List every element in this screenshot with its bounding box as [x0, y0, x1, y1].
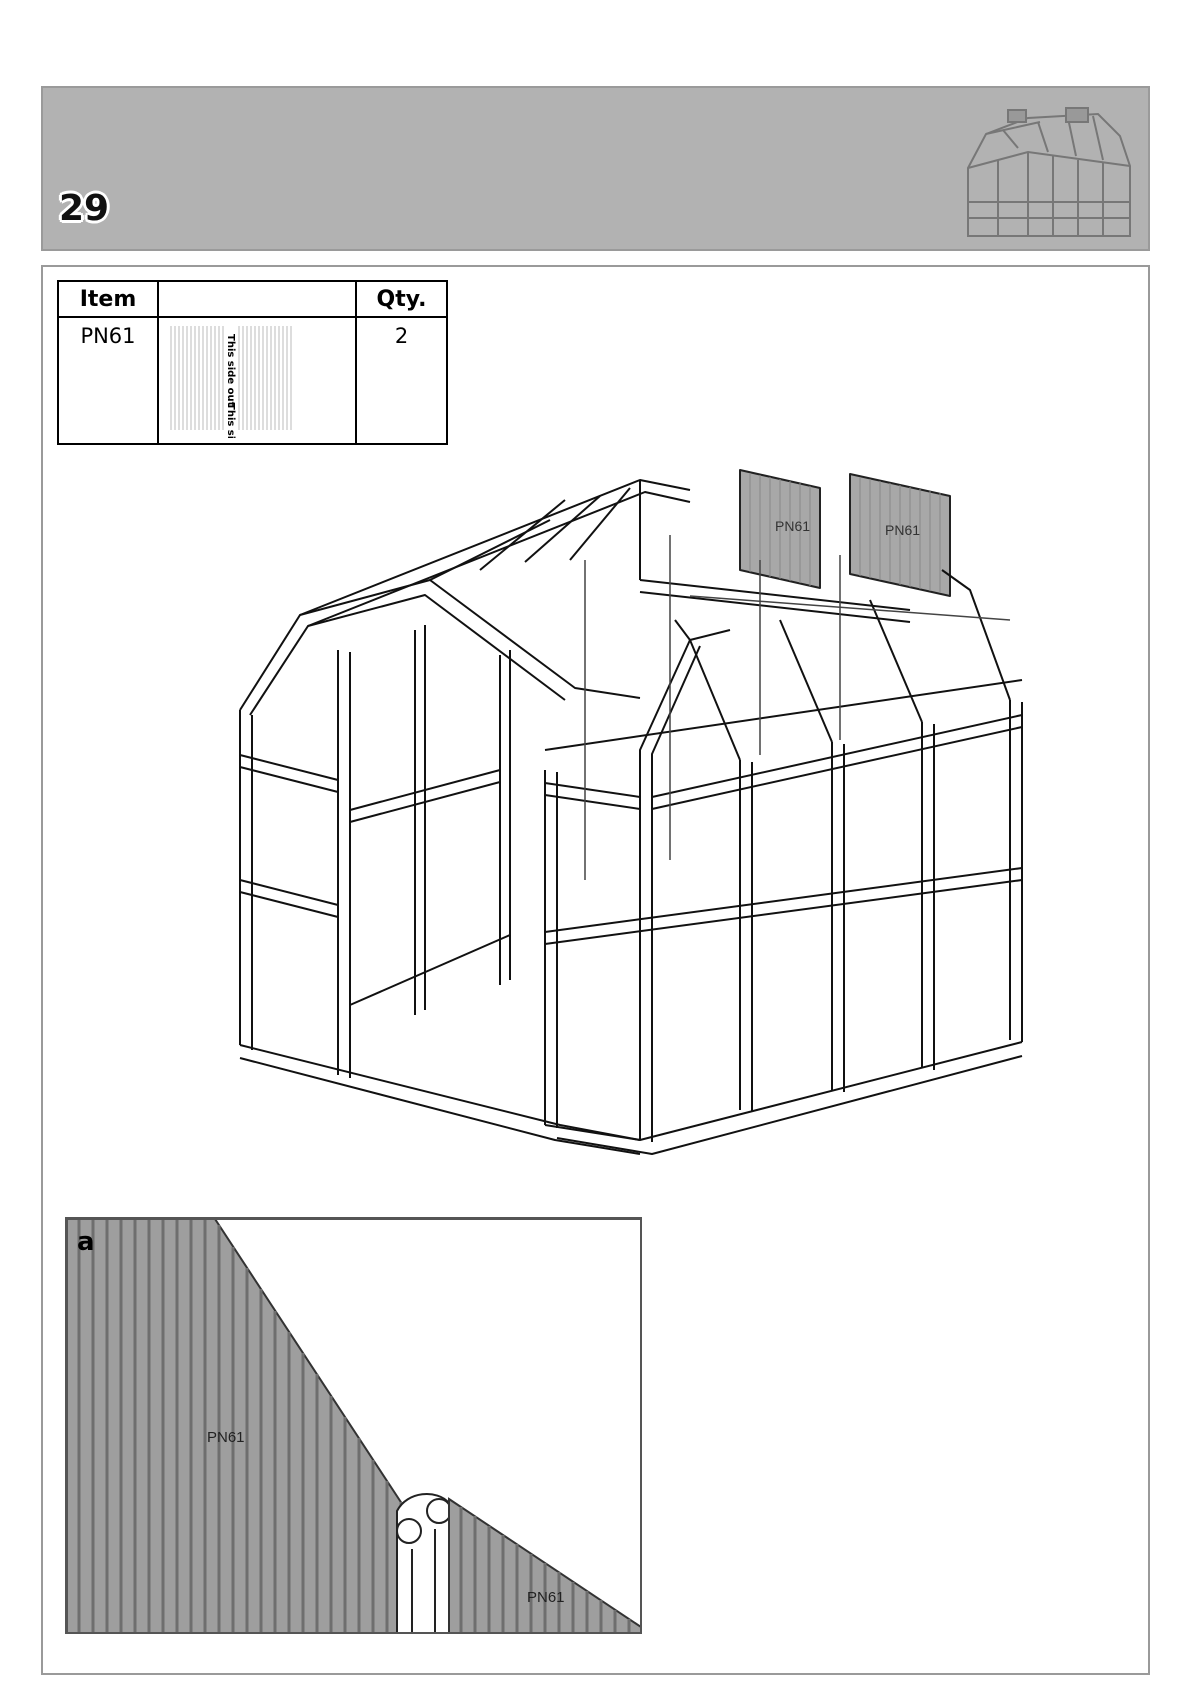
this-side-out-text-2: This side	[225, 403, 236, 438]
header-item: Item	[58, 281, 158, 317]
main-panel-label-left: PN61	[775, 518, 811, 534]
this-side-out-text-1: This side out	[225, 334, 236, 407]
step-number: 29	[59, 188, 110, 229]
greenhouse-frame-illustration	[220, 460, 1100, 1180]
main-panel-label-right: PN61	[885, 522, 921, 538]
panel-pn61-thumbnail	[159, 318, 355, 438]
part-image-cell	[158, 317, 356, 444]
detail-panel-label-right: PN61	[527, 1589, 565, 1606]
detail-panel-label-left: PN61	[207, 1429, 245, 1446]
part-qty-cell	[356, 317, 447, 444]
parts-table	[57, 280, 448, 445]
header-qty: Qty.	[356, 281, 447, 317]
part-item-code: PN61	[80, 324, 136, 348]
detail-letter: a	[77, 1227, 95, 1257]
part-qty: 2	[394, 324, 409, 348]
detail-a-box	[65, 1217, 642, 1634]
parts-table-header-row	[58, 281, 447, 317]
detail-a-illustration	[67, 1219, 642, 1634]
step-header-band	[41, 86, 1150, 251]
part-item-cell	[58, 317, 158, 444]
header-image	[158, 281, 356, 317]
greenhouse-thumbnail-icon	[948, 96, 1138, 244]
table-row	[58, 317, 447, 444]
